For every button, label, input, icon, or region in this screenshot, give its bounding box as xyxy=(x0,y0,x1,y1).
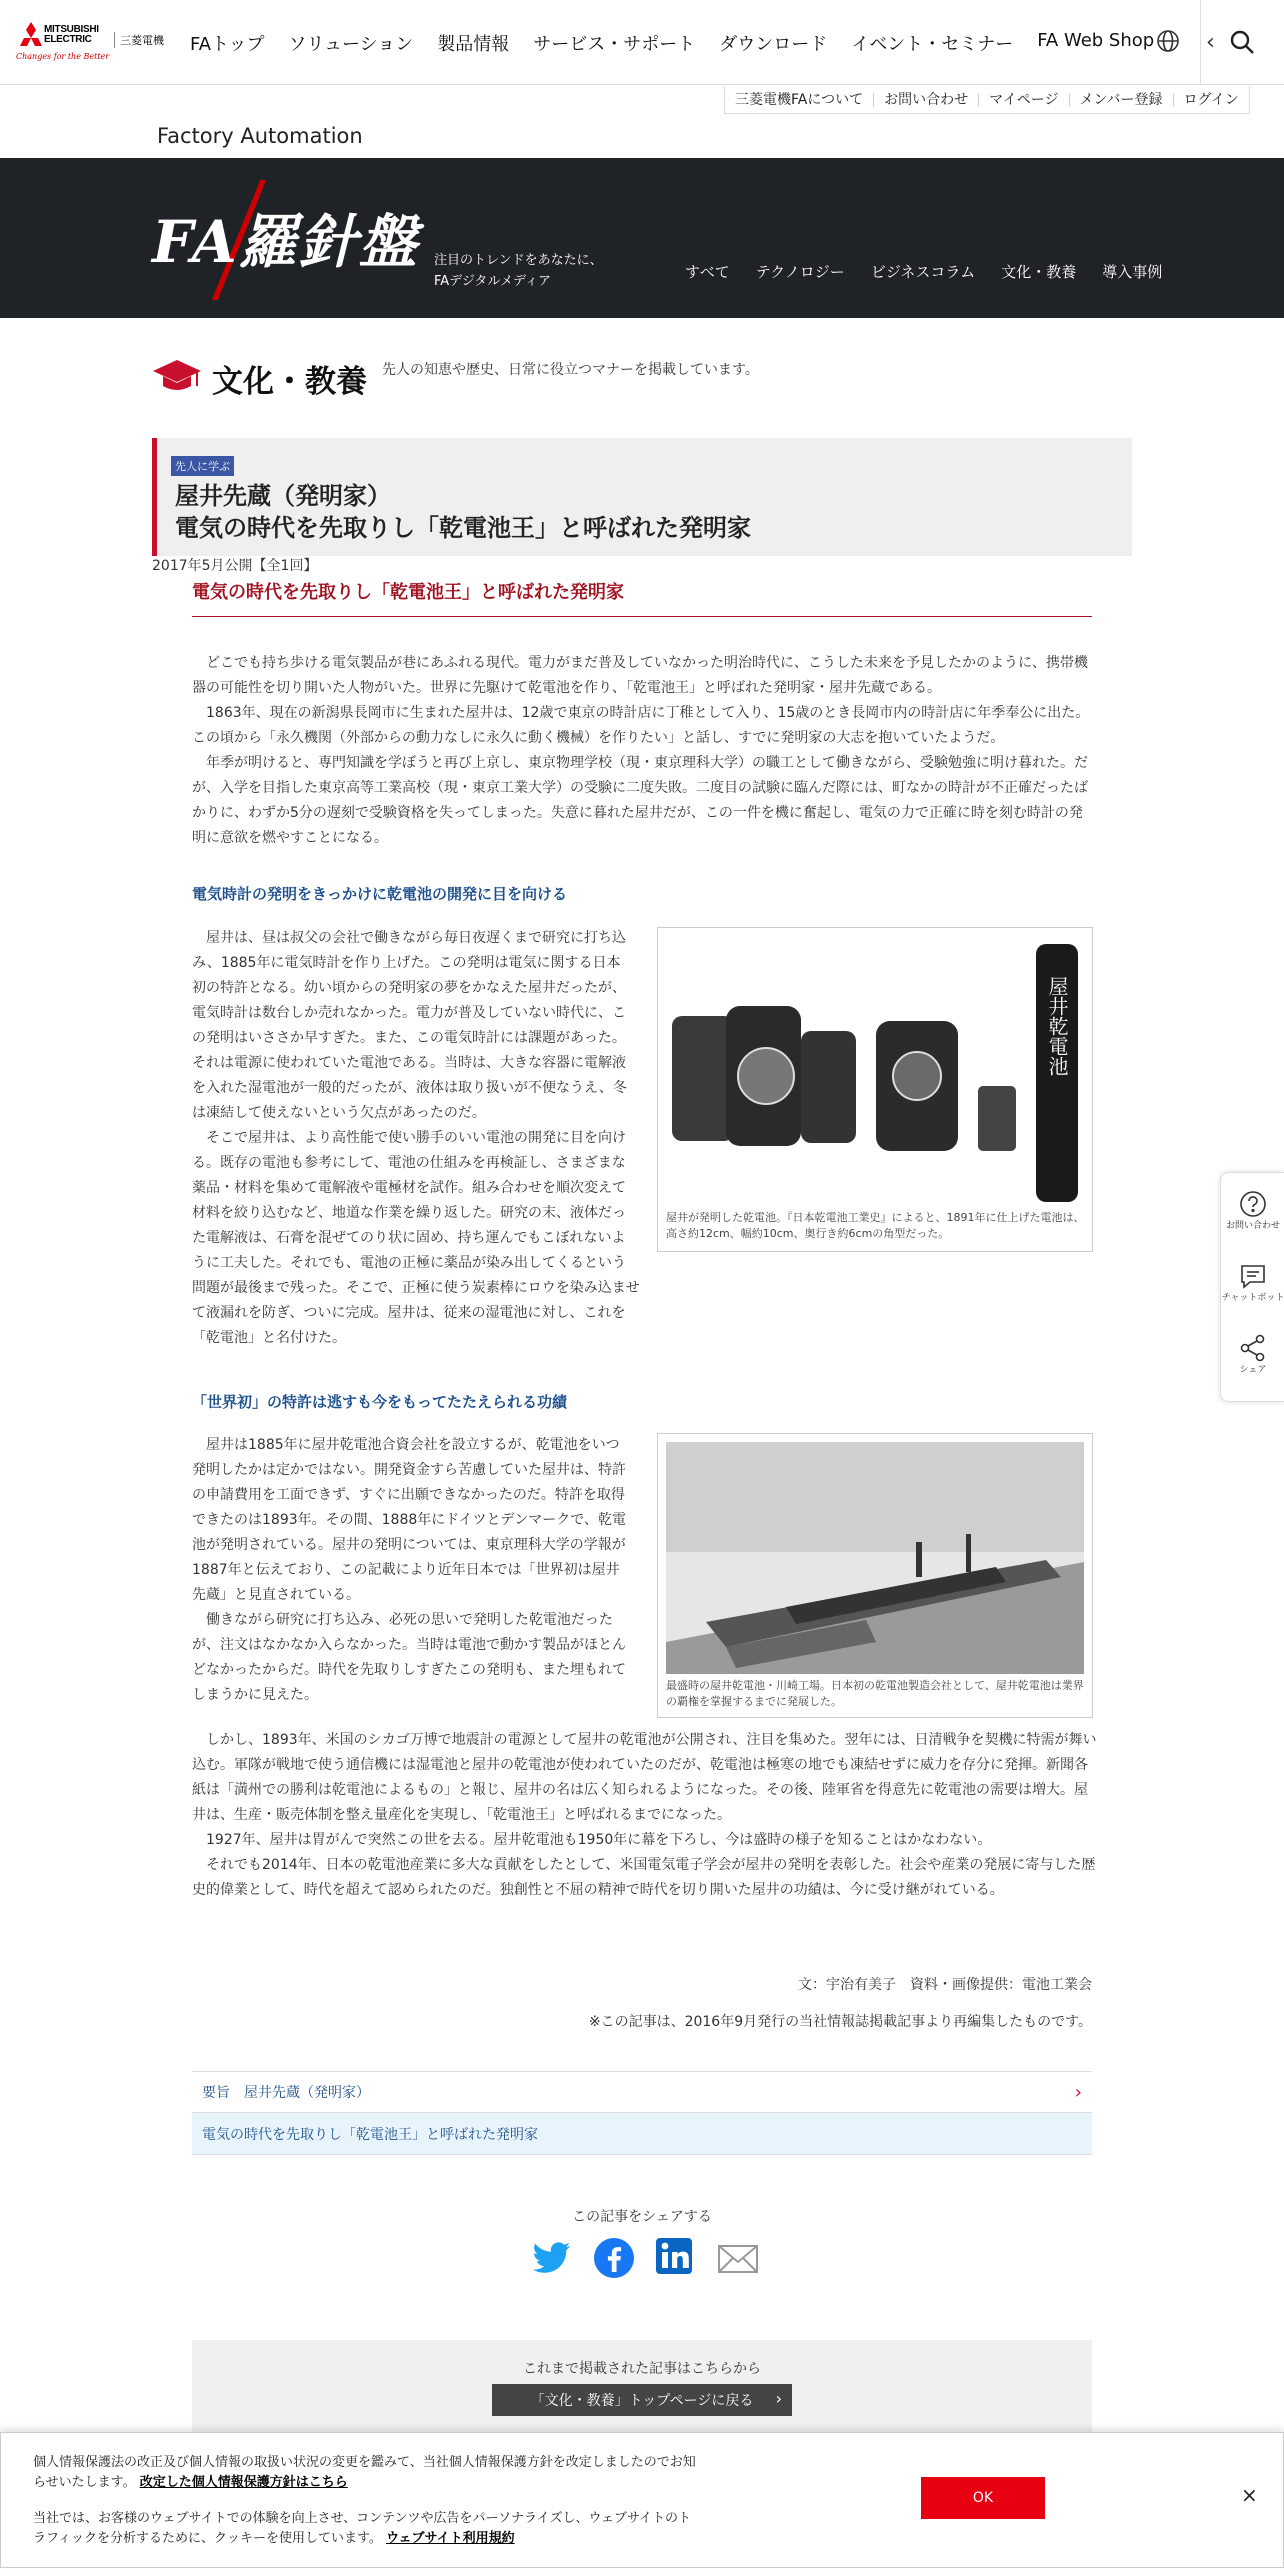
section-1-line: 電気時計は数台しか売れなかった。電力が普及していない時代に、こ xyxy=(192,1005,626,1021)
section-1-line: 「乾電池」と名付けた。 xyxy=(192,1330,346,1346)
archive-text: これまで掲載された記事はこちらから xyxy=(523,2361,761,2377)
floating-side-panel xyxy=(1220,1172,1284,1402)
figure-1-caption-2: 高さ約12cm、幅約10cm、奥行き約6cmの角型だった。 xyxy=(666,1227,950,1240)
mitsubishi-logo[interactable] xyxy=(14,22,164,64)
section-2-line: できたのは1893年。その間、1888年にドイツとデンマークで、乾電 xyxy=(192,1512,626,1528)
cookie-usage-text xyxy=(33,2509,691,2549)
section-1-line: 問題が最後まで残った。そこで、正極に使う炭素棒にロウを染み込ませ xyxy=(192,1280,640,1296)
intro-line: 年季が明けると、専門知識を学ぼうと再び上京し、東京物理学校（現・東京理科大学）の職工として働きながら、受験勉強に明け暮れた。だ xyxy=(206,755,1088,771)
close-icon[interactable]: × xyxy=(1241,2483,1258,2507)
logo-tagline: Changes for the Better xyxy=(16,52,110,61)
cookie-line-4-text: ラフィックを分析するために、クッキーを使用しています。 xyxy=(33,2531,382,2546)
section-1-line: 初の特許となる。幼い頃からの発明家の夢をかなえた屋井だったが、 xyxy=(192,980,626,996)
article-header xyxy=(152,438,1132,556)
section-1-line: 薬品・材料を集めて電解液や電極材を試作。組み合わせを順次変えて xyxy=(192,1180,626,1196)
cookie-line-1: 個人情報保護法の改正及び個人情報の取扱い状況の変更を鑑みて、当社個人情報保護方針を改定しましたのでお知 xyxy=(33,2455,696,2470)
figure-1-caption-1: 屋井が発明した乾電池。『日本乾電池工業史』によると、1891年に仕上げた電池は、 xyxy=(666,1211,1085,1224)
util-login[interactable]: ログイン xyxy=(1183,91,1239,108)
cookie-ok-button[interactable]: OK xyxy=(921,2477,1045,2519)
twitter-icon[interactable] xyxy=(530,2236,574,2280)
site-label[interactable]: Factory Automation xyxy=(157,124,363,148)
share-icon xyxy=(1238,1333,1268,1363)
nav-fa-top[interactable]: FAトップ xyxy=(190,34,265,55)
figure-2-caption-1: 最盛時の屋井乾電池・川崎工場。日本初の乾電池製造会社として、屋井乾電池は業界 xyxy=(666,1679,1084,1692)
global-nav xyxy=(190,30,1154,56)
nav-service-support[interactable]: サービス・サポート xyxy=(533,34,696,55)
question-icon xyxy=(1238,1189,1268,1219)
series-badge[interactable]: 先人に学ぶ xyxy=(171,456,234,476)
battery-photo xyxy=(666,936,1084,1206)
toc-item-current[interactable] xyxy=(192,2113,1092,2155)
intro-line: かりに、わずか5分の遅刻で受験資格を失ってしまった。失意に暮れた屋井だが、この一件を機に奮起し、電気の力で正確に時を刻む時計の発 xyxy=(192,805,1083,821)
logo-jp: 三菱電機 xyxy=(114,32,164,48)
media-nav-all[interactable]: すべて xyxy=(685,263,730,281)
back-to-category-label: 「文化・教養」トップページに戻る xyxy=(530,2393,754,2409)
outro-line: 1927年、屋井は胃がんで突然この世を去る。屋井乾電池も1950年に幕を下ろし、今は盛時の様子を知ることはかなわない。 xyxy=(206,1832,992,1848)
section-2-line: の申請費用を工面できず、すぐに出願できなかったのだ。特許を取得 xyxy=(192,1487,625,1503)
side-chatbot-button[interactable] xyxy=(1221,1261,1284,1304)
section-1-line: を入れた湿電池が一般的だったが、液体は取り扱いが不便なうえ、冬 xyxy=(192,1080,627,1096)
graduation-cap-icon xyxy=(152,358,202,394)
intro-block xyxy=(192,651,1092,851)
section-2-body xyxy=(192,1433,632,1708)
figure-2-caption xyxy=(666,1678,1084,1710)
side-contact-label: お問い合わせ xyxy=(1225,1221,1280,1231)
outro-line: 井は、生産・販売体制を整え量産化を実現し、「乾電池王」と呼ばれるまでになった。 xyxy=(192,1807,731,1823)
figure-2-caption-2: の覇権を掌握するまでに発展した。 xyxy=(666,1695,842,1708)
three-diamonds-icon xyxy=(14,22,48,54)
section-2-title: 「世界初」の特許は逃すも今をもってたたえられる功績 xyxy=(192,1393,568,1411)
section-1-body xyxy=(192,926,640,1351)
nav-download[interactable]: ダウンロード xyxy=(719,34,828,55)
cookie-policy-text xyxy=(33,2453,696,2493)
toc-item-summary[interactable] xyxy=(192,2071,1092,2113)
section-1-line: 屋井は、昼は叔父の会社で働きながら毎日夜遅くまで研究に打ち込 xyxy=(206,930,626,946)
section-2-line: 発明したかは定かではない。開発資金すら苦慮していた屋井は、特許 xyxy=(192,1462,626,1478)
section-2-line: 先蔵」と見直されている。 xyxy=(192,1587,360,1603)
section-2-line: 1887年と伝えており、この記載により近年日本では「世界初は屋井 xyxy=(192,1562,620,1578)
cookie-line-3: 当社では、お客様のウェブサイトでの体験を向上させ、コンテンツや広告をパーソナライズし、ウェブサイトのト xyxy=(33,2511,692,2526)
section-1-line: た電解液は、石膏を混ぜてのり状に固め、持ち運んでもこぼれないよ xyxy=(192,1230,626,1246)
intro-line: 器の可能性を切り開いた人物がいた。世界に先駆けて乾電池を作り、「乾電池王」と呼ばれた発明家・屋井先蔵である。 xyxy=(192,680,941,696)
search-icon[interactable] xyxy=(1228,28,1256,56)
publish-date: 2017年5月公開【全1回】 xyxy=(152,558,318,574)
util-mypage[interactable]: マイページ xyxy=(979,93,1069,107)
section-1-line: る。既存の電池も参考にして、電池の仕組みを再検証し、さまざまな xyxy=(192,1155,626,1171)
section-2-line: しまうかに見えた。 xyxy=(192,1687,318,1703)
chevron-right-icon: › xyxy=(775,2389,782,2408)
intro-line: が、入学を目指した東京高等工業高校（現・東京工業大学）の受験に二度失敗。二度目の試験に臨んだ際には、町なかの時計が不正確だったば xyxy=(192,780,1088,796)
side-chatbot-label: チャットボット xyxy=(1221,1293,1284,1303)
banner-tagline-2: FAデジタルメディア xyxy=(434,274,551,289)
article-title xyxy=(175,480,751,544)
util-register[interactable]: メンバー登録 xyxy=(1070,93,1174,107)
section-2-line: が、注文はなかなか入らなかった。当時は電池で動かす製品がほとん xyxy=(192,1637,626,1653)
share-label: この記事をシェアする xyxy=(572,2209,712,2225)
section-2-line: 屋井は1885年に屋井乾電池合資会社を設立するが、乾電池をいつ xyxy=(206,1437,620,1453)
section-1-line: て液漏れを防ぎ、ついに完成。屋井は、従来の湿電池に対し、これを xyxy=(192,1305,626,1321)
section-1-line: それは電源に使われていた電池である。当時は、大きな容器に電解液 xyxy=(192,1055,626,1071)
globe-icon[interactable] xyxy=(1156,29,1180,53)
category-desc: 先人の知恵や歴史、日常に役立つマナーを掲載しています。 xyxy=(382,362,759,378)
intro-line: 明に意欲を燃やすことになる。 xyxy=(192,830,388,846)
section-1-line: そこで屋井は、より高性能で使い勝手のいい電池の開発に目を向け xyxy=(206,1130,626,1146)
facebook-icon[interactable] xyxy=(592,2236,636,2280)
outro-line: 込む。軍隊が戦地で使う通信機には湿電池と屋井の乾電池が使われていたのだが、乾電池は極寒の地でも凍結せずに威力を存分に発揮。新聞各 xyxy=(192,1757,1088,1773)
nav-webshop[interactable]: FA Web Shop xyxy=(1037,30,1155,51)
section-1-line: の発明はいささか早すぎた。また、この電気時計には課題があった。 xyxy=(192,1030,626,1046)
terms-link[interactable]: ウェブサイト利用規約 xyxy=(386,2531,515,2546)
factory-photo xyxy=(666,1442,1084,1674)
cookie-line-2-text: らせいたします。 xyxy=(33,2475,136,2490)
share-icons xyxy=(530,2236,760,2280)
article-note: ※この記事は、2016年9月発行の当社情報誌掲載記事より再編集したものです。 xyxy=(588,2014,1092,2030)
battery-label: 屋井乾電池 xyxy=(1045,976,1069,1076)
chat-icon xyxy=(1238,1261,1268,1291)
category-title: 文化・教養 xyxy=(212,364,367,400)
back-to-category-button[interactable] xyxy=(492,2384,792,2416)
side-share-label: シェア xyxy=(1239,1365,1267,1375)
media-banner xyxy=(0,158,1284,318)
article-body xyxy=(192,578,1097,2058)
toc-summary-label: 要旨 屋井先蔵（発明家） xyxy=(202,2085,370,2101)
intro-line: 1863年、現在の新潟県長岡市に生まれた屋井は、12歳で東京の時計店に丁稚として入り、15歳のとき長岡市内の時計店に年季奉公に出た。 xyxy=(206,705,1090,721)
chevron-right-icon: › xyxy=(1074,2082,1082,2103)
util-about[interactable]: 三菱電機FAについて xyxy=(725,93,874,107)
banner-tagline xyxy=(434,250,603,292)
toc-current-label: 電気の時代を先取りし「乾電池王」と呼ばれた発明家 xyxy=(202,2126,538,2143)
intro-line: どこでも持ち歩ける電気製品が巷にあふれる現代。電力がまだ普及していなかった明治時代に、こうした未来を予見したかのように、携帯機 xyxy=(206,655,1088,671)
section-2-line: 働きながら研究に打ち込み、必死の思いで発明した乾電池だった xyxy=(206,1612,613,1628)
logo-brand: MITSUBISHI ELECTRIC xyxy=(44,24,99,45)
outro-block xyxy=(192,1728,1097,1903)
figure-batteries xyxy=(657,927,1093,1252)
media-nav-technology[interactable]: テクノロジー xyxy=(755,263,845,281)
side-share-button[interactable] xyxy=(1221,1333,1284,1376)
figure-1-caption xyxy=(666,1210,1084,1242)
article-title-line2: 電気の時代を先取りし「乾電池王」と呼ばれた発明家 xyxy=(175,514,751,542)
banner-tagline-1: 注目のトレンドをあなたに、 xyxy=(434,253,603,268)
section-1-line: は凍結して使えないという欠点があったのだ。 xyxy=(192,1105,486,1121)
outro-line: 史的偉業として、時代を超えて認められたのだ。独創性と不屈の精神で時代を切り開いた屋井の功績は、今に受け継がれている。 xyxy=(192,1882,1004,1898)
header-divider xyxy=(1200,0,1201,85)
article-credit: 文：宇治有美子 資料・画像提供：電池工業会 xyxy=(798,1977,1092,1993)
media-nav-business[interactable]: ビジネスコラム xyxy=(870,263,976,281)
side-contact-button[interactable] xyxy=(1221,1189,1284,1232)
article-title-line1: 屋井先蔵（発明家） xyxy=(175,482,391,510)
linkedin-icon[interactable] xyxy=(654,2236,698,2280)
outro-line: それでも2014年、日本の乾電池産業に多大な貢献をしたとして、米国電気電子学会が屋井の発明を表彰した。社会や産業の発展に寄与した歴 xyxy=(206,1857,1096,1873)
article-toc xyxy=(192,2071,1092,2155)
cookie-line-4 xyxy=(33,2529,691,2549)
media-nav xyxy=(685,261,1162,282)
util-contact[interactable]: お問い合わせ xyxy=(874,93,979,107)
section-1-title: 電気時計の発明をきっかけに乾電池の開発に目を向ける xyxy=(192,885,568,903)
nav-solutions[interactable]: ソリューション xyxy=(288,34,414,55)
fa-compass-logo[interactable]: FA羅針盤 xyxy=(152,208,419,276)
nav-products[interactable]: 製品情報 xyxy=(437,34,510,55)
figure-factory xyxy=(657,1433,1093,1718)
global-header xyxy=(0,0,1284,85)
intro-line: この頃から「永久機関（外部からの動力なしに永久に動く機械）を作りたい」と話し、すでに発明家の大志を抱いていたようだ。 xyxy=(192,730,1005,746)
outro-line: しかし、1893年、米国のシカゴ万博で地震計の電源として屋井の乾電池が公開され、注目を集めた。翌年には、日清戦争を契機に特需が舞い xyxy=(206,1732,1097,1748)
section-1-line: うに工夫した。それでも、電池の正極に薬品が染み出してくるという xyxy=(192,1255,626,1271)
nav-events[interactable]: イベント・セミナー xyxy=(851,34,1014,55)
section-2-line: 池が発明されている。屋井の発明については、東京理科大学の学報が xyxy=(192,1537,626,1553)
section-1-line: み、1885年に電気時計を作り上げた。この発明は電気に関する日本 xyxy=(192,955,621,971)
section-1-line: 材料を絞り込むなど、地道な作業を繰り返した。研究の末、液体だっ xyxy=(192,1205,626,1221)
chevron-left-icon[interactable]: ‹ xyxy=(1206,30,1215,55)
cookie-line-2 xyxy=(33,2473,696,2493)
section-2-line: どなかったからだ。時代を先取りしすぎたこの発明も、また埋もれて xyxy=(192,1662,626,1678)
media-nav-culture[interactable]: 文化・教養 xyxy=(1001,263,1077,281)
mail-icon[interactable] xyxy=(716,2236,760,2280)
privacy-policy-link[interactable]: 改定した個人情報保護方針はこちら xyxy=(139,2475,348,2490)
cookie-banner xyxy=(0,2432,1284,2568)
article-subtitle: 電気の時代を先取りし「乾電池王」と呼ばれた発明家 xyxy=(192,578,1092,617)
outro-line: 紙は「満州での勝利は乾電池によるもの」と報じ、屋井の名は広く知られるようになった。その後、陸軍省を得意先に乾電池の需要は増大。屋 xyxy=(192,1782,1088,1798)
utility-bar xyxy=(724,86,1250,114)
media-nav-cases[interactable]: 導入事例 xyxy=(1102,263,1163,281)
